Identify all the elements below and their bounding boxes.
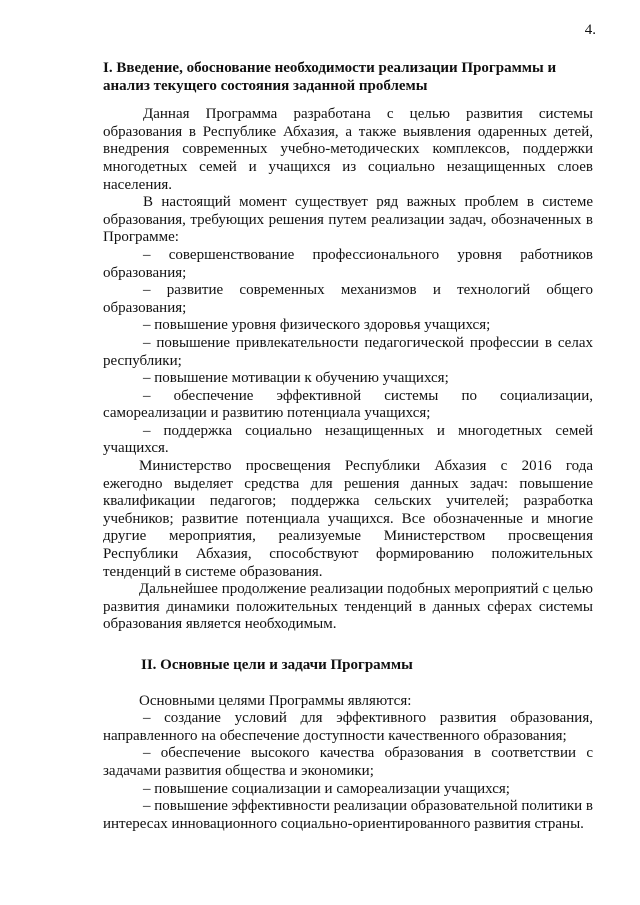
list-item: – повышение социализации и самореализации учащихся; xyxy=(143,780,510,797)
paragraph: Министерство просвещения Республики Абхазия с 2016 года ежегодно выделяет средства для решения данных задач: повышение квалификации педагогов; поддержка сельских учителей; разработка учебников; развитие потенциала учащихся. Все обозначенные и многие другие мероприятия, реализуемые Министерством просвещения Республики Абхазия, способствуют формированию положительных тенденций в системе образования. xyxy=(103,458,593,580)
list-item: – обеспечение эффективной системы по социализации, самореализации и развитию потенциала учащихся; xyxy=(103,387,593,422)
list-item: – поддержка социально незащищенных и многодетных семей учащихся. xyxy=(103,422,593,457)
document-body xyxy=(103,60,593,833)
list-item: – повышение привлекательности педагогической профессии в селах республики; xyxy=(103,334,593,369)
list-item: – обеспечение высокого качества образования в соответствии с задачами развития общества и экономики; xyxy=(103,745,593,779)
list-item: – создание условий для эффективного развития образования, направленного на обеспечение доступности качественного образования; xyxy=(103,710,593,744)
list-item: – развитие современных механизмов и технологий общего образования; xyxy=(103,282,593,316)
list-item: – совершенствование профессионального уровня работников образования; xyxy=(103,246,593,281)
list-item: – повышение уровня физического здоровья учащихся; xyxy=(143,317,491,334)
page-number: 4. xyxy=(584,22,596,38)
list-item: – повышение мотивации к обучению учащихся; xyxy=(143,370,449,387)
section-1-heading: I. Введение, обоснование необходимости реализации Программы и анализ текущего состояния заданной проблемы xyxy=(103,60,557,94)
paragraph: Дальнейшее продолжение реализации подобных мероприятий с целью развития динамики положительных тенденций в данных сферах системы образования является необходимым. xyxy=(103,581,593,633)
paragraph: В настоящий момент существует ряд важных проблем в системе образования, требующих решения путем реализации задач, обозначенных в Программе: xyxy=(103,194,593,246)
paragraph: Данная Программа разработана с целью развития системы образования в Республике Абхазия, а также выявления одаренных детей, внедрения современных учебно-методических комплексов, поддержки многодетных семей и учащихся из социально незащищенных слоев населения. xyxy=(103,106,593,193)
paragraph: Основными целями Программы являются: xyxy=(139,692,412,709)
list-item: – повышение эффективности реализации образовательной политики в интересах инновационного социально-ориентированного развития страны. xyxy=(103,798,593,832)
section-2-heading: II. Основные цели и задачи Программы xyxy=(141,657,413,673)
